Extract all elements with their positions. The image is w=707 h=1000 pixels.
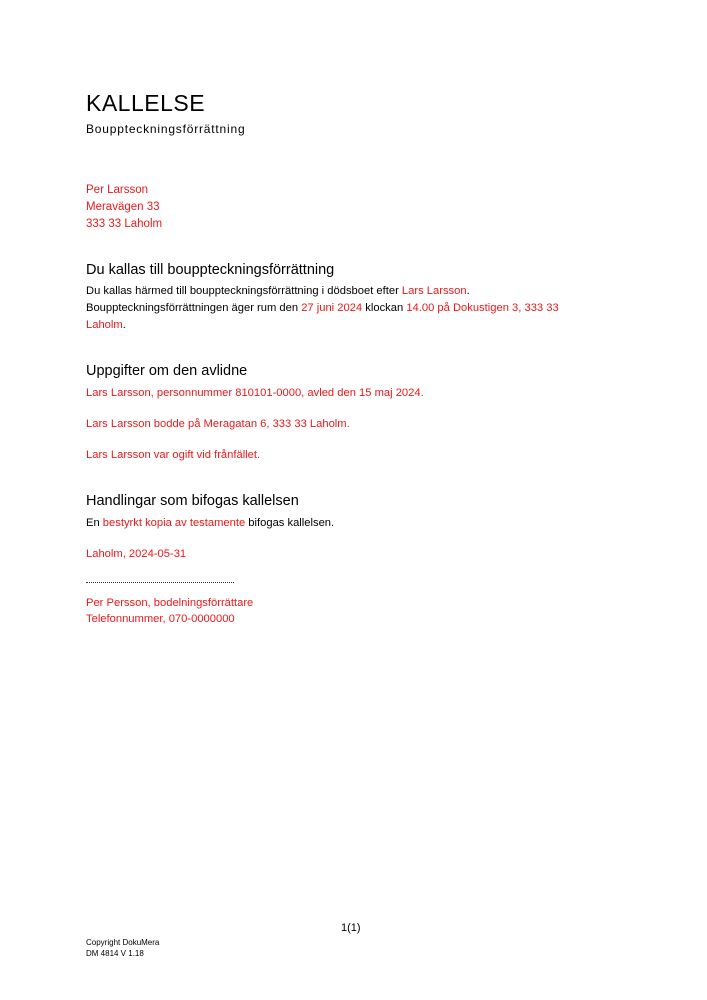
footer [86, 937, 159, 959]
deceased-info-line-1: Lars Larsson, personnummer 810101-0000, avled den 15 maj 2024. [86, 387, 424, 399]
summons-paragraph [86, 283, 626, 333]
signatory-name: Per Persson, bodelningsförrättare [86, 597, 254, 609]
recipient-postal: 333 33 Laholm [86, 217, 163, 230]
summons-text-5: . [122, 318, 126, 331]
signature-line [86, 582, 234, 583]
footer-version: DM 4814 V 1.18 [86, 949, 144, 958]
deceased-info-line-3: Lars Larsson var ogift vid frånfället. [86, 449, 261, 461]
footer-copyright: Copyright DokuMera [86, 938, 160, 947]
recipient-name: Per Larsson [86, 184, 149, 196]
signatory-phone: Telefonnummer, 070-0000000 [86, 613, 235, 625]
summons-heading: Du kallas till bouppteckningsförrättning [86, 262, 335, 278]
attachments-item: bestyrkt kopia av testamente [102, 517, 246, 529]
deceased-info-line-2: Lars Larsson bodde på Meragatan 6, 333 33 Laholm. [86, 418, 350, 430]
summons-deceased-name: Lars Larsson [401, 285, 467, 297]
recipient-street: Meravägen 33 [86, 200, 160, 213]
page-number: 1(1) [341, 922, 361, 934]
summons-text-4: klockan [362, 301, 407, 314]
place-date: Laholm, 2024-05-31 [86, 548, 187, 560]
attachments-text-1: En [86, 517, 103, 529]
document-subtitle: Bouppteckningsförrättning [86, 122, 246, 136]
summons-text-2: . [466, 285, 470, 297]
summons-time-place: 14.00 på Dokustigen 3, 333 33 [406, 301, 559, 314]
attachments-paragraph [86, 515, 626, 532]
summons-text-1: Du kallas härmed till bouppteckningsförrättning i dödsboet efter [86, 285, 402, 297]
attachments-text-2: bifogas kallelsen. [245, 517, 335, 529]
attachments-heading: Handlingar som bifogas kallelsen [86, 493, 299, 509]
document-title: KALLELSE [86, 90, 206, 116]
summons-place-city: Laholm [86, 318, 123, 331]
deceased-heading: Uppgifter om den avlidne [86, 363, 248, 379]
summons-text-3: Bouppteckningsförrättningen äger rum den [86, 301, 302, 314]
recipient-address [86, 182, 162, 232]
summons-date: 27 juni 2024 [301, 301, 363, 314]
